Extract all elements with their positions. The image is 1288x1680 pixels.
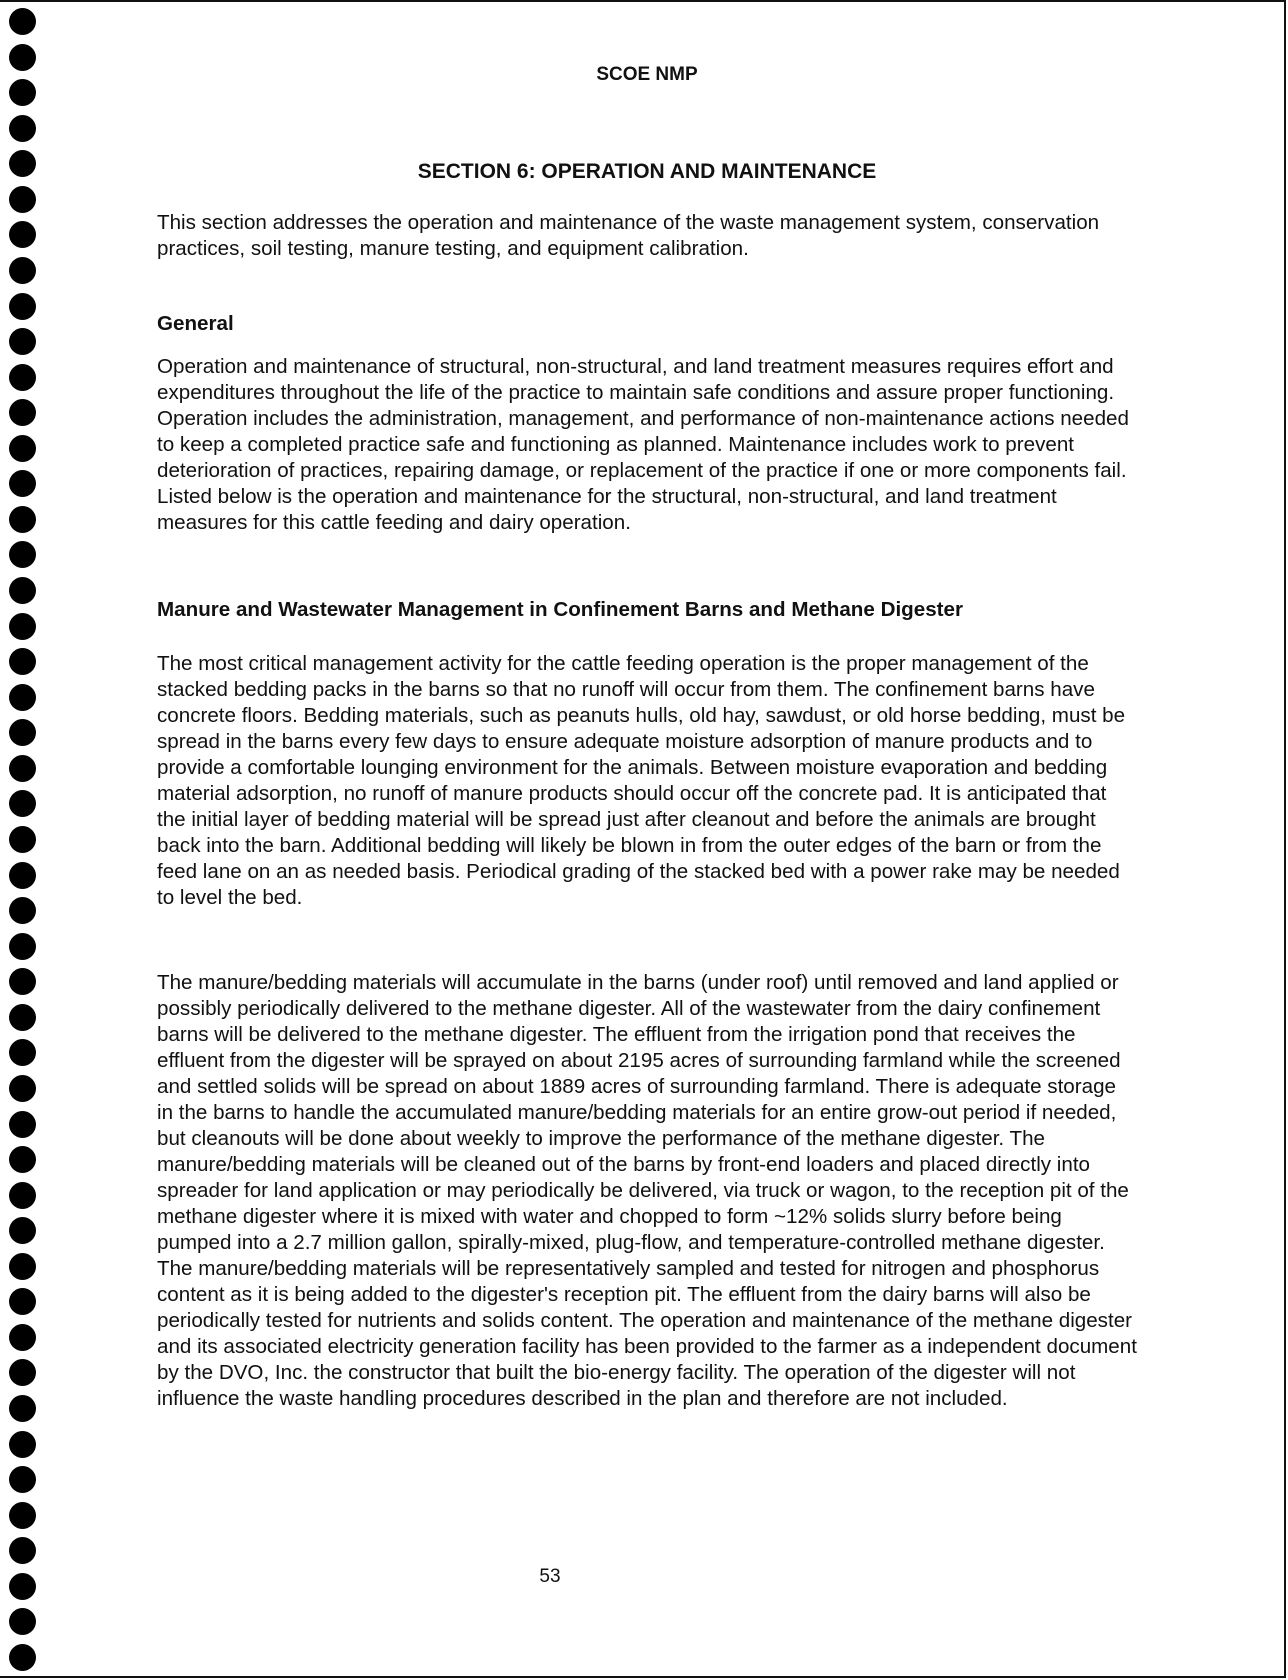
binding-hole [9,613,36,640]
binding-hole [9,506,36,533]
binding-hole [9,755,36,782]
binding-hole [9,1395,36,1422]
binding-hole [9,293,36,320]
binding-hole [9,790,36,817]
binding-hole [9,968,36,995]
binding-hole [9,1004,36,1031]
general-heading: General [157,312,234,335]
binding-hole [9,399,36,426]
binding-hole [9,1253,36,1280]
binding-hole [9,1537,36,1564]
binding-hole [9,1466,36,1493]
binding-hole [9,1217,36,1244]
binding-hole [9,79,36,106]
binding-hole [9,1608,36,1635]
running-head: SCOE NMP [596,64,698,85]
binding-hole [9,541,36,568]
manure-paragraph-2: The manure/bedding materials will accumulate in the barns (under roof) until removed and land applied or possibly periodically delivered to the methane digester. All of the wastewater from the dairy confinement barns will be delivered to the methane digester. The effluent from the irrigation pond that receives the effluent from the digester will be sprayed on about 2195 acres of surrounding farmland while the screened and settled solids will be spread on about 1889 acres of surrounding farmland. There is adequate storage in the barns to handle the accumulated manure/bedding materials for an entire grow-out period if needed, but cleanouts will be done about weekly to improve the performance of the methane digester. The manure/bedding materials will be cleaned out of the barns by front-end loaders and placed directly into spreader for land application or may periodically be delivered, via truck or wagon, to the reception pit of the methane digester where it is mixed with water and chopped to form ~12% solids slurry before being pumped into a 2.7 million gallon, spirally-mixed, plug-flow, and temperature-controlled methane digester. The manure/bedding materials will be representatively sampled and tested for nitrogen and phosphorus content as it is being added to the digester's reception pit. The effluent from the dairy barns will also be periodically tested for nutrients and solids content. The operation and maintenance of the methane digester and its associated electricity generation facility has been provided to the farmer as a independent document by the DVO, Inc. the constructor that built the bio-energy facility. The operation of the digester will not influence the waste handling procedures described in the plan and therefore are not included. [157,971,1137,1410]
general-paragraph: Operation and maintenance of structural, non-structural, and land treatment measures requires effort and expenditures throughout the life of the practice to maintain safe conditions and assure proper functioning. Operation includes the administration, management, and performance of non-maintenance actions needed to keep a completed practice safe and functioning as planned. Maintenance includes work to prevent deterioration of practices, repairing damage, or replacement of the practice if one or more components fail. Listed below is the operation and maintenance for the structural, non-structural, and land treatment measures for this cattle feeding and dairy operation. [157,355,1129,534]
binding-hole [9,435,36,462]
manure-paragraph-1: The most critical management activity for the cattle feeding operation is the proper management of the stacked bedding packs in the barns so that no runoff will occur from them. The confinement barns have concrete floors. Bedding materials, such as peanuts hulls, old hay, sawdust, or old horse bedding, must be spread in the barns every few days to ensure adequate moisture adsorption of manure products and to provide a comfortable lounging environment for the animals. Between moisture evaporation and bedding material adsorption, no runoff of manure products should occur off the concrete pad. It is anticipated that the initial layer of bedding material will be spread just after cleanout and before the animals are brought back into the barn. Additional bedding will likely be blown in from the outer edges of the barn or from the feed lane on an as needed basis. Periodical grading of the stacked bed with a power rake may be needed to level the bed. [157,652,1126,909]
binding-hole [9,1431,36,1458]
binding-hole [9,933,36,960]
binding-hole [9,186,36,213]
binding-hole [9,328,36,355]
binding-hole [9,897,36,924]
binding-hole [9,1359,36,1386]
binding-hole [9,115,36,142]
binding-hole [9,470,36,497]
binding-hole [9,1146,36,1173]
binding-holes [9,8,37,1672]
binding-hole [9,44,36,71]
binding-hole [9,577,36,604]
intro-paragraph: This section addresses the operation and maintenance of the waste management system, conservation practices, soil testing, manure testing, and equipment calibration. [157,211,1100,260]
binding-hole [9,826,36,853]
binding-hole [9,1039,36,1066]
binding-hole [9,1324,36,1351]
binding-hole [9,1111,36,1138]
manure-heading: Manure and Wastewater Management in Confinement Barns and Methane Digester [157,598,963,621]
binding-hole [9,719,36,746]
binding-hole [9,1502,36,1529]
binding-hole [9,1288,36,1315]
binding-hole [9,221,36,248]
binding-hole [9,257,36,284]
binding-hole [9,684,36,711]
binding-hole [9,648,36,675]
page-number: 53 [539,1566,561,1587]
binding-hole [9,1075,36,1102]
binding-hole [9,1644,36,1671]
binding-hole [9,1182,36,1209]
binding-hole [9,862,36,889]
binding-hole [9,364,36,391]
section-title: SECTION 6: OPERATION AND MAINTENANCE [417,160,877,183]
binding-hole [9,150,36,177]
binding-hole [9,8,36,35]
